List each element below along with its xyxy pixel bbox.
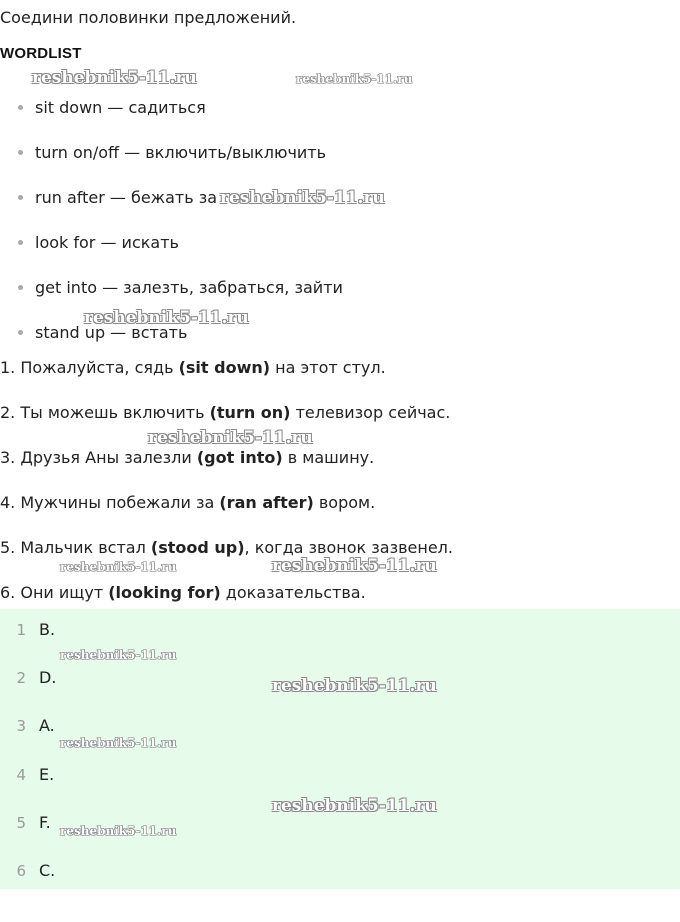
watermark: reshebnik5-11.ru — [60, 736, 177, 750]
watermark: reshebnik5-11.ru — [60, 824, 177, 838]
bullet-dot-icon — [18, 150, 23, 155]
answer-value: D. — [39, 668, 57, 687]
answer-row — [0, 813, 51, 832]
wordlist-item-text: look for — искать — [35, 233, 179, 252]
watermark: reshebnik5-11.ru — [60, 560, 177, 574]
answer-value: F. — [39, 813, 51, 832]
instruction: Соедини половинки предложений. — [0, 8, 297, 27]
answer-number: 6 — [16, 862, 26, 880]
sentence: 3. Друзья Аны залезли (got into) в машину. — [0, 448, 375, 467]
sentence-phrase: (ran after) — [219, 493, 314, 512]
sentence-phrase: (got into) — [196, 448, 283, 467]
sentence-phrase: (turn on) — [209, 403, 291, 422]
answer-number: 3 — [16, 717, 26, 735]
wordlist-item — [18, 188, 217, 207]
answer-number: 1 — [16, 621, 26, 639]
bullet-dot-icon — [18, 330, 23, 335]
watermark: reshebnik5-11.ru — [32, 68, 197, 88]
answer-value: B. — [39, 620, 56, 639]
answer-value: C. — [39, 861, 56, 880]
watermark: reshebnik5-11.ru — [272, 556, 437, 576]
watermark: reshebnik5-11.ru — [296, 72, 413, 86]
answer-value: A. — [39, 716, 55, 735]
sentence-phrase: (stood up) — [150, 538, 245, 557]
watermark: reshebnik5-11.ru — [84, 308, 249, 328]
answer-row — [0, 716, 55, 735]
answer-number: 4 — [16, 766, 26, 784]
sentence-phrase: (sit down) — [178, 358, 271, 377]
sentence-phrase: (looking for) — [108, 583, 221, 602]
answer-row — [0, 765, 54, 784]
sentence: 5. Мальчик встал (stood up), когда звонок зазвенел. — [0, 538, 453, 557]
sentence: 6. Они ищут (looking for) доказательства. — [0, 583, 366, 602]
wordlist-item — [18, 278, 343, 297]
bullet-dot-icon — [18, 195, 23, 200]
wordlist-item-text: sit down — садиться — [35, 98, 206, 117]
sentence: 2. Ты можешь включить (turn on) телевизор сейчас. — [0, 403, 451, 422]
sentence: 4. Мужчины побежали за (ran after) вором. — [0, 493, 376, 512]
wordlist-item — [18, 233, 179, 252]
bullet-dot-icon — [18, 240, 23, 245]
answer-number: 2 — [16, 669, 26, 687]
watermark: reshebnik5-11.ru — [148, 428, 313, 448]
watermark: reshebnik5-11.ru — [272, 796, 437, 816]
wordlist-heading: WORDLIST — [0, 45, 82, 62]
answer-row — [0, 620, 55, 639]
wordlist-item-text: stand up — встать — [35, 323, 188, 342]
watermark: reshebnik5-11.ru — [60, 648, 177, 662]
watermark: reshebnik5-11.ru — [220, 188, 385, 208]
wordlist-item — [18, 143, 326, 162]
answer-row — [0, 668, 56, 687]
answer-row — [0, 861, 55, 880]
sentence: 1. Пожалуйста, сядь (sit down) на этот стул. — [0, 358, 386, 377]
wordlist-item-text: get into — залезть, забраться, зайти — [35, 278, 343, 297]
wordlist-item-text: run after — бежать за — [35, 188, 218, 207]
bullet-dot-icon — [18, 105, 23, 110]
wordlist-item-text: turn on/off — включить/выключить — [35, 143, 327, 162]
watermark: reshebnik5-11.ru — [272, 676, 437, 696]
bullet-dot-icon — [18, 285, 23, 290]
answer-value: E. — [39, 765, 55, 784]
wordlist-item — [18, 98, 206, 117]
answer-number: 5 — [16, 814, 26, 832]
